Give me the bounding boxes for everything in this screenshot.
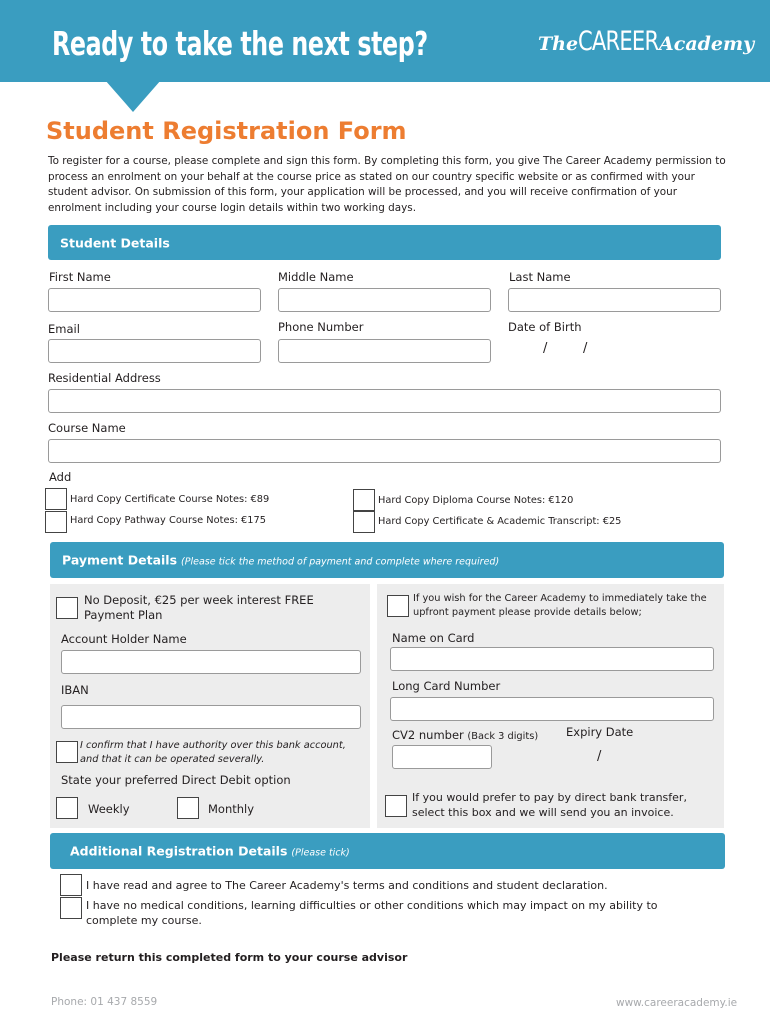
monthly-label: Monthly: [208, 802, 255, 816]
iban-label: IBAN: [61, 683, 89, 697]
payment-details-header: [50, 542, 724, 578]
student-details-header: Student Details: [48, 225, 721, 260]
iban-field[interactable]: [61, 705, 361, 729]
dob-separator-1: /: [543, 341, 548, 356]
additional-note: (Please tick): [291, 847, 350, 859]
payment-heading: Payment Details: [62, 552, 178, 568]
form-title: Student Registration Form: [46, 117, 407, 145]
add-label: Add: [49, 470, 72, 484]
dob-label: Date of Birth: [508, 320, 582, 334]
authority-label: I confirm that I have authority over this bank account, and that it can be operated severally.: [80, 740, 346, 765]
authority-checkbox[interactable]: [56, 741, 78, 763]
diploma-notes-label: Hard Copy Diploma Course Notes: €120: [378, 495, 574, 506]
name-on-card-label: Name on Card: [392, 631, 475, 645]
weekly-label: Weekly: [88, 802, 130, 816]
first-name-field[interactable]: [48, 288, 261, 312]
monthly-checkbox[interactable]: [177, 797, 199, 819]
additional-heading: Additional Registration Details: [70, 843, 288, 859]
last-name-label: Last Name: [509, 270, 571, 284]
middle-name-label: Middle Name: [278, 270, 354, 284]
weekly-checkbox[interactable]: [56, 797, 78, 819]
additional-details-header: [50, 833, 725, 869]
footer-website: www.careeracademy.ie: [616, 997, 738, 1009]
cv2-field[interactable]: [392, 745, 492, 769]
course-label: Course Name: [48, 421, 126, 435]
phone-label: Phone Number: [278, 320, 364, 334]
footer-phone: Phone: 01 437 8559: [51, 996, 158, 1008]
address-field[interactable]: [48, 389, 721, 413]
pathway-notes-label: Hard Copy Pathway Course Notes: €175: [70, 515, 266, 526]
email-label: Email: [48, 322, 80, 336]
terms-label: I have read and agree to The Career Academy's terms and conditions and student declaration.: [86, 879, 608, 892]
middle-name-field[interactable]: [278, 288, 491, 312]
certificate-notes-checkbox[interactable]: [45, 488, 67, 510]
cv2-label: CV2 number (Back 3 digits): [392, 728, 539, 742]
last-name-field[interactable]: [508, 288, 721, 312]
first-name-label: First Name: [49, 270, 111, 284]
account-holder-field[interactable]: [61, 650, 361, 674]
pathway-notes-checkbox[interactable]: [45, 511, 67, 533]
career-academy-logo: TheCAREERAcademy: [538, 26, 755, 57]
return-note: Please return this completed form to your course advisor: [51, 951, 408, 964]
name-on-card-field[interactable]: [390, 647, 714, 671]
intro-paragraph: To register for a course, please complete and sign this form. By completing this form, you give The Career Academy permission to process an enrolment on your behalf at the course price as stated on our country specific website or as confirmed with your student advisor. On submission of this form, your application will be processed, and you will receive confirmation of your enrolment including your course login details within two working days.: [48, 155, 726, 214]
dob-separator-2: /: [583, 341, 588, 356]
course-field[interactable]: [48, 439, 721, 463]
transcript-checkbox[interactable]: [353, 511, 375, 533]
banner-pointer: [105, 80, 161, 112]
bank-transfer-label: If you would prefer to pay by direct bank transfer, select this box and we will send you an invoice.: [412, 791, 687, 819]
diploma-notes-checkbox[interactable]: [353, 489, 375, 511]
debit-option-label: State your preferred Direct Debit option: [61, 773, 291, 787]
upfront-payment-label: If you wish for the Career Academy to immediately take the upfront payment please provide details below;: [413, 593, 707, 618]
bank-transfer-checkbox[interactable]: [385, 795, 407, 817]
transcript-label: Hard Copy Certificate & Academic Transcript: €25: [378, 516, 622, 527]
phone-field[interactable]: [278, 339, 491, 363]
terms-checkbox[interactable]: [60, 874, 82, 896]
medical-label: I have no medical conditions, learning difficulties or other conditions which may impact on my ability to complete my course.: [86, 899, 658, 927]
account-holder-label: Account Holder Name: [61, 632, 187, 646]
no-deposit-label: No Deposit, €25 per week interest FREE Payment Plan: [84, 593, 314, 622]
expiry-label: Expiry Date: [566, 725, 634, 739]
address-label: Residential Address: [48, 371, 161, 385]
medical-checkbox[interactable]: [60, 897, 82, 919]
tagline: Ready to take the next step?: [52, 24, 428, 63]
email-field[interactable]: [48, 339, 261, 363]
no-deposit-checkbox[interactable]: [56, 597, 78, 619]
long-card-label: Long Card Number: [392, 679, 501, 693]
expiry-separator: /: [597, 749, 602, 764]
payment-note: (Please tick the method of payment and complete where required): [181, 556, 500, 568]
long-card-field[interactable]: [390, 697, 714, 721]
upfront-payment-checkbox[interactable]: [387, 595, 409, 617]
certificate-notes-label: Hard Copy Certificate Course Notes: €89: [70, 494, 270, 505]
